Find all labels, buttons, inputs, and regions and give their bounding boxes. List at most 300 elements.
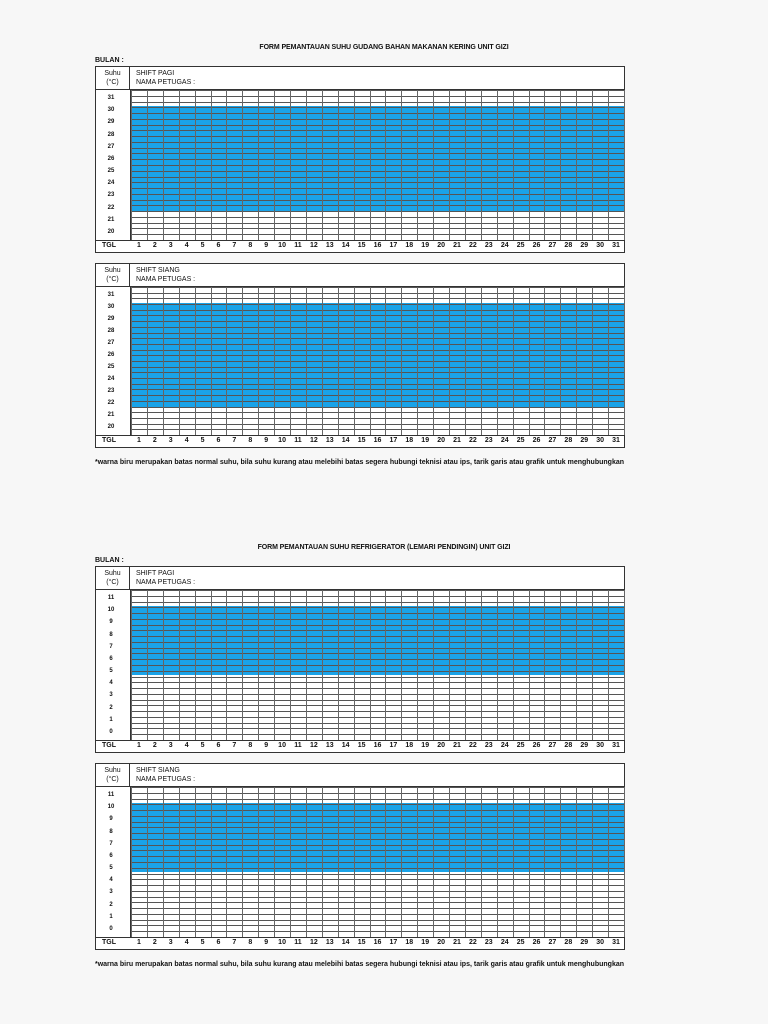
grid-column-line: [290, 287, 291, 435]
date-label: 30: [596, 939, 605, 946]
suhu-label: Suhu: [104, 70, 121, 77]
grid-column-line: [592, 287, 593, 435]
suhu-header-cell: [96, 67, 130, 89]
grid-column-line: [481, 590, 482, 740]
date-label: 5: [200, 437, 205, 444]
date-label: 24: [500, 742, 509, 749]
temperature-chart: [95, 566, 625, 753]
grid-column-line: [385, 590, 386, 740]
date-label: 10: [278, 742, 286, 749]
temperature-label: 10: [107, 804, 115, 811]
temperature-label: 5: [109, 668, 113, 675]
date-label: 22: [469, 939, 477, 946]
unit-label: (°C): [106, 776, 119, 783]
grid-column-line: [576, 787, 577, 937]
temperature-label: 29: [107, 119, 115, 126]
date-label: 21: [453, 939, 461, 946]
grid-row-line: [131, 338, 624, 339]
temperature-grid[interactable]: [131, 287, 624, 435]
date-label: 12: [309, 742, 318, 749]
grid-column-line: [211, 90, 212, 240]
grid-row-line: [131, 839, 624, 840]
petugas-label[interactable]: NAMA PETUGAS :: [136, 776, 196, 783]
grid-row-line: [131, 636, 624, 637]
grid-column-line: [529, 590, 530, 740]
date-label: 29: [580, 742, 589, 749]
grid-column-line: [417, 287, 418, 435]
grid-column-line: [226, 787, 227, 937]
grid-row-line: [131, 367, 624, 368]
date-label: 6: [216, 742, 221, 749]
grid-column-line: [401, 90, 402, 240]
grid-row-line: [131, 372, 624, 373]
grid-column-line: [242, 287, 243, 435]
date-label: 26: [532, 437, 541, 444]
grid-column-line: [226, 287, 227, 435]
grid-row-line: [131, 136, 624, 137]
grid-column-line: [481, 787, 482, 937]
grid-row-line: [131, 619, 624, 620]
grid-column-line: [370, 590, 371, 740]
date-label: 13: [325, 437, 334, 444]
grid-row-line: [131, 885, 624, 886]
grid-row-line: [131, 228, 624, 229]
date-label: 16: [373, 437, 382, 444]
grid-row-line: [131, 395, 624, 396]
date-label: 10: [278, 242, 286, 249]
grid-column-line: [592, 787, 593, 937]
grid-row-line: [131, 879, 624, 880]
grid-column-line: [385, 787, 386, 937]
grid-column-line: [401, 590, 402, 740]
grid-row-line: [131, 590, 624, 591]
date-label: 9: [264, 437, 269, 444]
date-label: 6: [216, 242, 221, 249]
grid-column-line: [258, 90, 259, 240]
normal-range-note: *warna biru merupakan batas normal suhu, bila suhu kurang atau melebihi batas segera hubungi teknisi atau ips, tarik garis atau grafik untuk menghubungkan: [95, 459, 625, 466]
date-label: 11: [294, 437, 302, 444]
date-label: 10: [278, 437, 286, 444]
date-row: [96, 435, 624, 447]
grid-column-line: [274, 287, 275, 435]
temperature-label: 0: [109, 926, 113, 932]
grid-column-line: [338, 787, 339, 937]
date-label: 14: [341, 742, 350, 749]
grid-row-line: [131, 171, 624, 172]
grid-row-line: [131, 694, 624, 695]
temperature-axis: [96, 590, 131, 740]
grid-row-line: [131, 119, 624, 120]
temperature-label: 7: [109, 643, 113, 650]
grid-row-line: [131, 310, 624, 311]
grid-row-line: [131, 223, 624, 224]
grid-row-line: [131, 816, 624, 817]
grid-column-line: [370, 90, 371, 240]
shift-label: SHIFT SIANG: [136, 267, 180, 274]
date-label: 29: [580, 939, 589, 946]
grid-row-line: [131, 659, 624, 660]
date-label: 13: [325, 742, 334, 749]
date-label: 2: [152, 742, 157, 749]
grid-column-line: [306, 590, 307, 740]
grid-row-line: [131, 793, 624, 794]
grid-column-line: [195, 287, 196, 435]
grid-row-line: [131, 717, 624, 718]
chart-header: [96, 264, 624, 287]
petugas-label[interactable]: NAMA PETUGAS :: [136, 276, 196, 283]
date-row: [96, 240, 624, 252]
date-label: 3: [168, 242, 173, 249]
grid-column-line: [624, 590, 625, 740]
date-label: 7: [232, 742, 237, 749]
grid-column-line: [513, 287, 514, 435]
grid-row-line: [131, 200, 624, 201]
temperature-grid[interactable]: [131, 90, 624, 240]
grid-row-line: [131, 845, 624, 846]
grid-row-line: [131, 804, 624, 805]
grid-column-line: [131, 287, 132, 435]
grid-column-line: [147, 287, 148, 435]
grid-row-line: [131, 688, 624, 689]
date-label: 26: [532, 742, 541, 749]
grid-column-line: [195, 90, 196, 240]
date-label: 14: [341, 939, 350, 946]
temperature-label: 2: [109, 704, 113, 711]
date-label: 17: [389, 437, 398, 444]
normal-range-note: *warna biru merupakan batas normal suhu, bila suhu kurang atau melebihi batas segera hubungi teknisi atau ips, tarik garis atau grafik untuk menghubungkan: [95, 961, 625, 968]
date-label: 9: [264, 939, 269, 946]
temperature-label: 4: [109, 877, 113, 884]
date-label: 4: [184, 437, 189, 444]
date-label: 11: [294, 939, 302, 946]
grid-row-line: [131, 96, 624, 97]
date-label: 14: [341, 437, 350, 444]
temperature-label: 11: [107, 792, 115, 798]
suhu-label: Suhu: [104, 767, 121, 774]
date-label: 25: [516, 242, 525, 249]
date-label: 28: [564, 742, 573, 749]
temperature-label: 2: [109, 901, 113, 908]
grid-row-line: [131, 850, 624, 851]
grid-row-line: [131, 293, 624, 294]
suhu-header-cell: [96, 567, 130, 589]
grid-column-line: [274, 90, 275, 240]
temperature-label: 28: [107, 131, 115, 138]
date-label: 29: [580, 242, 589, 249]
temperature-label: 30: [107, 107, 115, 114]
date-label: 9: [264, 242, 269, 249]
grid-row-line: [131, 188, 624, 189]
grid-row-line: [131, 925, 624, 926]
grid-row-line: [131, 389, 624, 390]
suhu-label: Suhu: [104, 267, 121, 274]
date-label: 22: [469, 742, 477, 749]
grid-row-line: [131, 810, 624, 811]
grid-column-line: [338, 287, 339, 435]
grid-column-line: [354, 787, 355, 937]
temperature-label: 23: [107, 388, 115, 394]
date-label: 25: [516, 939, 525, 946]
date-label: 14: [341, 242, 350, 249]
temperature-label: 27: [107, 143, 115, 150]
grid-row-line: [131, 401, 624, 402]
grid-column-line: [513, 787, 514, 937]
grid-column-line: [385, 90, 386, 240]
grid-column-line: [544, 787, 545, 937]
temperature-label: 25: [107, 364, 115, 370]
grid-column-line: [147, 787, 148, 937]
temperature-label: 11: [107, 595, 115, 601]
grid-column-line: [417, 90, 418, 240]
date-label: 7: [232, 437, 237, 444]
temperature-label: 3: [109, 889, 113, 896]
temperature-label: 26: [107, 155, 115, 162]
date-label: 8: [248, 939, 253, 946]
grid-column-line: [306, 287, 307, 435]
date-label: 22: [469, 437, 477, 444]
grid-column-line: [338, 590, 339, 740]
grid-row-line: [131, 902, 624, 903]
grid-row-line: [131, 723, 624, 724]
grid-row-line: [131, 321, 624, 322]
grid-column-line: [624, 90, 625, 240]
date-label: 7: [232, 242, 237, 249]
temperature-label: 21: [107, 216, 115, 223]
form-title: FORM PEMANTAUAN SUHU REFRIGERATOR (LEMARI PENDINGIN) UNIT GIZI: [257, 544, 511, 551]
grid-column-line: [242, 590, 243, 740]
grid-row-line: [131, 613, 624, 614]
grid-row-line: [131, 412, 624, 413]
temperature-label: 8: [109, 631, 113, 638]
temperature-label: 7: [109, 840, 113, 847]
grid-column-line: [354, 590, 355, 740]
grid-column-line: [576, 287, 577, 435]
temperature-label: 6: [109, 852, 113, 859]
temperature-label: 31: [107, 95, 115, 101]
grid-column-line: [258, 287, 259, 435]
unit-label: (°C): [106, 79, 119, 86]
grid-row-line: [131, 908, 624, 909]
date-label: 26: [532, 939, 541, 946]
grid-column-line: [417, 787, 418, 937]
grid-column-line: [242, 90, 243, 240]
form-title: FORM PEMANTAUAN SUHU GUDANG BAHAN MAKANAN KERING UNIT GIZI: [259, 44, 509, 51]
grid-row-line: [131, 194, 624, 195]
date-label: 10: [278, 939, 286, 946]
date-label: 16: [373, 939, 382, 946]
grid-column-line: [163, 287, 164, 435]
date-label: 2: [152, 939, 157, 946]
chart-header: [96, 764, 624, 787]
date-label: 7: [232, 939, 237, 946]
date-label: 15: [357, 242, 366, 249]
grid-row-line: [131, 90, 624, 91]
date-label: 11: [294, 242, 302, 249]
grid-column-line: [211, 590, 212, 740]
temperature-label: 20: [107, 229, 115, 235]
grid-column-line: [385, 287, 386, 435]
grid-row-line: [131, 891, 624, 892]
grid-row-line: [131, 602, 624, 603]
grid-column-line: [179, 590, 180, 740]
grid-column-line: [560, 90, 561, 240]
grid-column-line: [322, 787, 323, 937]
unit-label: (°C): [106, 579, 119, 586]
grid-column-line: [354, 90, 355, 240]
date-label: 8: [248, 437, 253, 444]
date-label: 18: [405, 437, 414, 444]
grid-row-line: [131, 625, 624, 626]
grid-column-line: [529, 787, 530, 937]
unit-label: (°C): [106, 276, 119, 283]
date-label: 17: [389, 242, 398, 249]
grid-column-line: [417, 590, 418, 740]
date-label: 1: [136, 742, 141, 749]
date-label: 21: [453, 437, 461, 444]
date-label: 28: [564, 437, 573, 444]
grid-row-line: [131, 920, 624, 921]
grid-column-line: [433, 787, 434, 937]
tgl-label: TGL: [102, 242, 116, 249]
grid-row-line: [131, 102, 624, 103]
temperature-grid[interactable]: [131, 590, 624, 740]
grid-row-line: [131, 384, 624, 385]
grid-column-line: [465, 90, 466, 240]
temperature-label: 29: [107, 316, 115, 322]
grid-row-line: [131, 344, 624, 345]
grid-row-line: [131, 177, 624, 178]
date-label: 18: [405, 742, 414, 749]
grid-column-line: [608, 90, 609, 240]
grid-row-line: [131, 931, 624, 932]
grid-column-line: [608, 590, 609, 740]
date-label: 25: [516, 437, 525, 444]
grid-column-line: [481, 287, 482, 435]
grid-column-line: [354, 287, 355, 435]
date-label: 17: [389, 742, 398, 749]
temperature-label: 4: [109, 680, 113, 687]
date-label: 4: [184, 742, 189, 749]
tgl-label: TGL: [102, 939, 116, 946]
grid-column-line: [274, 787, 275, 937]
grid-column-line: [592, 590, 593, 740]
grid-column-line: [608, 287, 609, 435]
date-label: 2: [152, 437, 157, 444]
grid-row-line: [131, 298, 624, 299]
grid-column-line: [131, 590, 132, 740]
grid-row-line: [131, 705, 624, 706]
date-label: 21: [453, 742, 461, 749]
grid-column-line: [449, 787, 450, 937]
date-label: 23: [484, 939, 493, 946]
date-label: 31: [612, 242, 620, 249]
grid-column-line: [258, 590, 259, 740]
grid-column-line: [449, 590, 450, 740]
grid-row-line: [131, 734, 624, 735]
grid-row-line: [131, 107, 624, 108]
date-label: 1: [136, 437, 141, 444]
date-label: 6: [216, 939, 221, 946]
grid-row-line: [131, 677, 624, 678]
date-label: 20: [437, 939, 445, 946]
date-label: 27: [548, 242, 557, 249]
grid-row-line: [131, 868, 624, 869]
date-label: 13: [325, 939, 334, 946]
grid-column-line: [560, 287, 561, 435]
date-label: 20: [437, 242, 445, 249]
grid-row-line: [131, 914, 624, 915]
grid-row-line: [131, 827, 624, 828]
petugas-label[interactable]: NAMA PETUGAS :: [136, 579, 196, 586]
grid-row-line: [131, 355, 624, 356]
date-label: 15: [357, 939, 366, 946]
date-label: 21: [453, 242, 461, 249]
date-label: 30: [596, 742, 605, 749]
date-label: 31: [612, 742, 620, 749]
temperature-axis: [96, 90, 131, 240]
grid-row-line: [131, 304, 624, 305]
temperature-label: 22: [107, 204, 115, 211]
date-label: 16: [373, 742, 382, 749]
shift-cell: [136, 569, 195, 587]
grid-column-line: [163, 787, 164, 937]
date-label: 18: [405, 242, 414, 249]
date-label: 23: [484, 437, 493, 444]
grid-column-line: [242, 787, 243, 937]
temperature-chart: [95, 263, 625, 448]
grid-row-line: [131, 350, 624, 351]
date-label: 2: [152, 242, 157, 249]
date-label: 8: [248, 742, 253, 749]
date-label: 5: [200, 939, 205, 946]
temperature-grid[interactable]: [131, 787, 624, 937]
grid-column-line: [370, 787, 371, 937]
chart-header: [96, 567, 624, 590]
date-label: 4: [184, 939, 189, 946]
shift-label: SHIFT PAGI: [136, 570, 175, 577]
date-label: 24: [500, 437, 509, 444]
tgl-label: TGL: [102, 437, 116, 444]
grid-row-line: [131, 234, 624, 235]
date-label: 31: [612, 437, 620, 444]
grid-column-line: [195, 590, 196, 740]
grid-row-line: [131, 856, 624, 857]
shift-cell: [136, 69, 195, 87]
shift-label: SHIFT PAGI: [136, 70, 175, 77]
temperature-axis: [96, 787, 131, 937]
date-label: 8: [248, 242, 253, 249]
date-label: 31: [612, 939, 620, 946]
grid-column-line: [465, 787, 466, 937]
grid-column-line: [433, 287, 434, 435]
date-label: 11: [294, 742, 302, 749]
grid-column-line: [449, 287, 450, 435]
date-label: 9: [264, 742, 269, 749]
grid-row-line: [131, 642, 624, 643]
date-label: 3: [168, 437, 173, 444]
grid-column-line: [624, 787, 625, 937]
grid-column-line: [195, 787, 196, 937]
date-label: 30: [596, 437, 605, 444]
date-label: 20: [437, 437, 445, 444]
grid-column-line: [560, 787, 561, 937]
shift-cell: [136, 766, 195, 784]
grid-row-line: [131, 711, 624, 712]
temperature-label: 0: [109, 729, 113, 735]
petugas-label[interactable]: NAMA PETUGAS :: [136, 79, 196, 86]
date-label: 24: [500, 939, 509, 946]
chart-header: [96, 67, 624, 90]
